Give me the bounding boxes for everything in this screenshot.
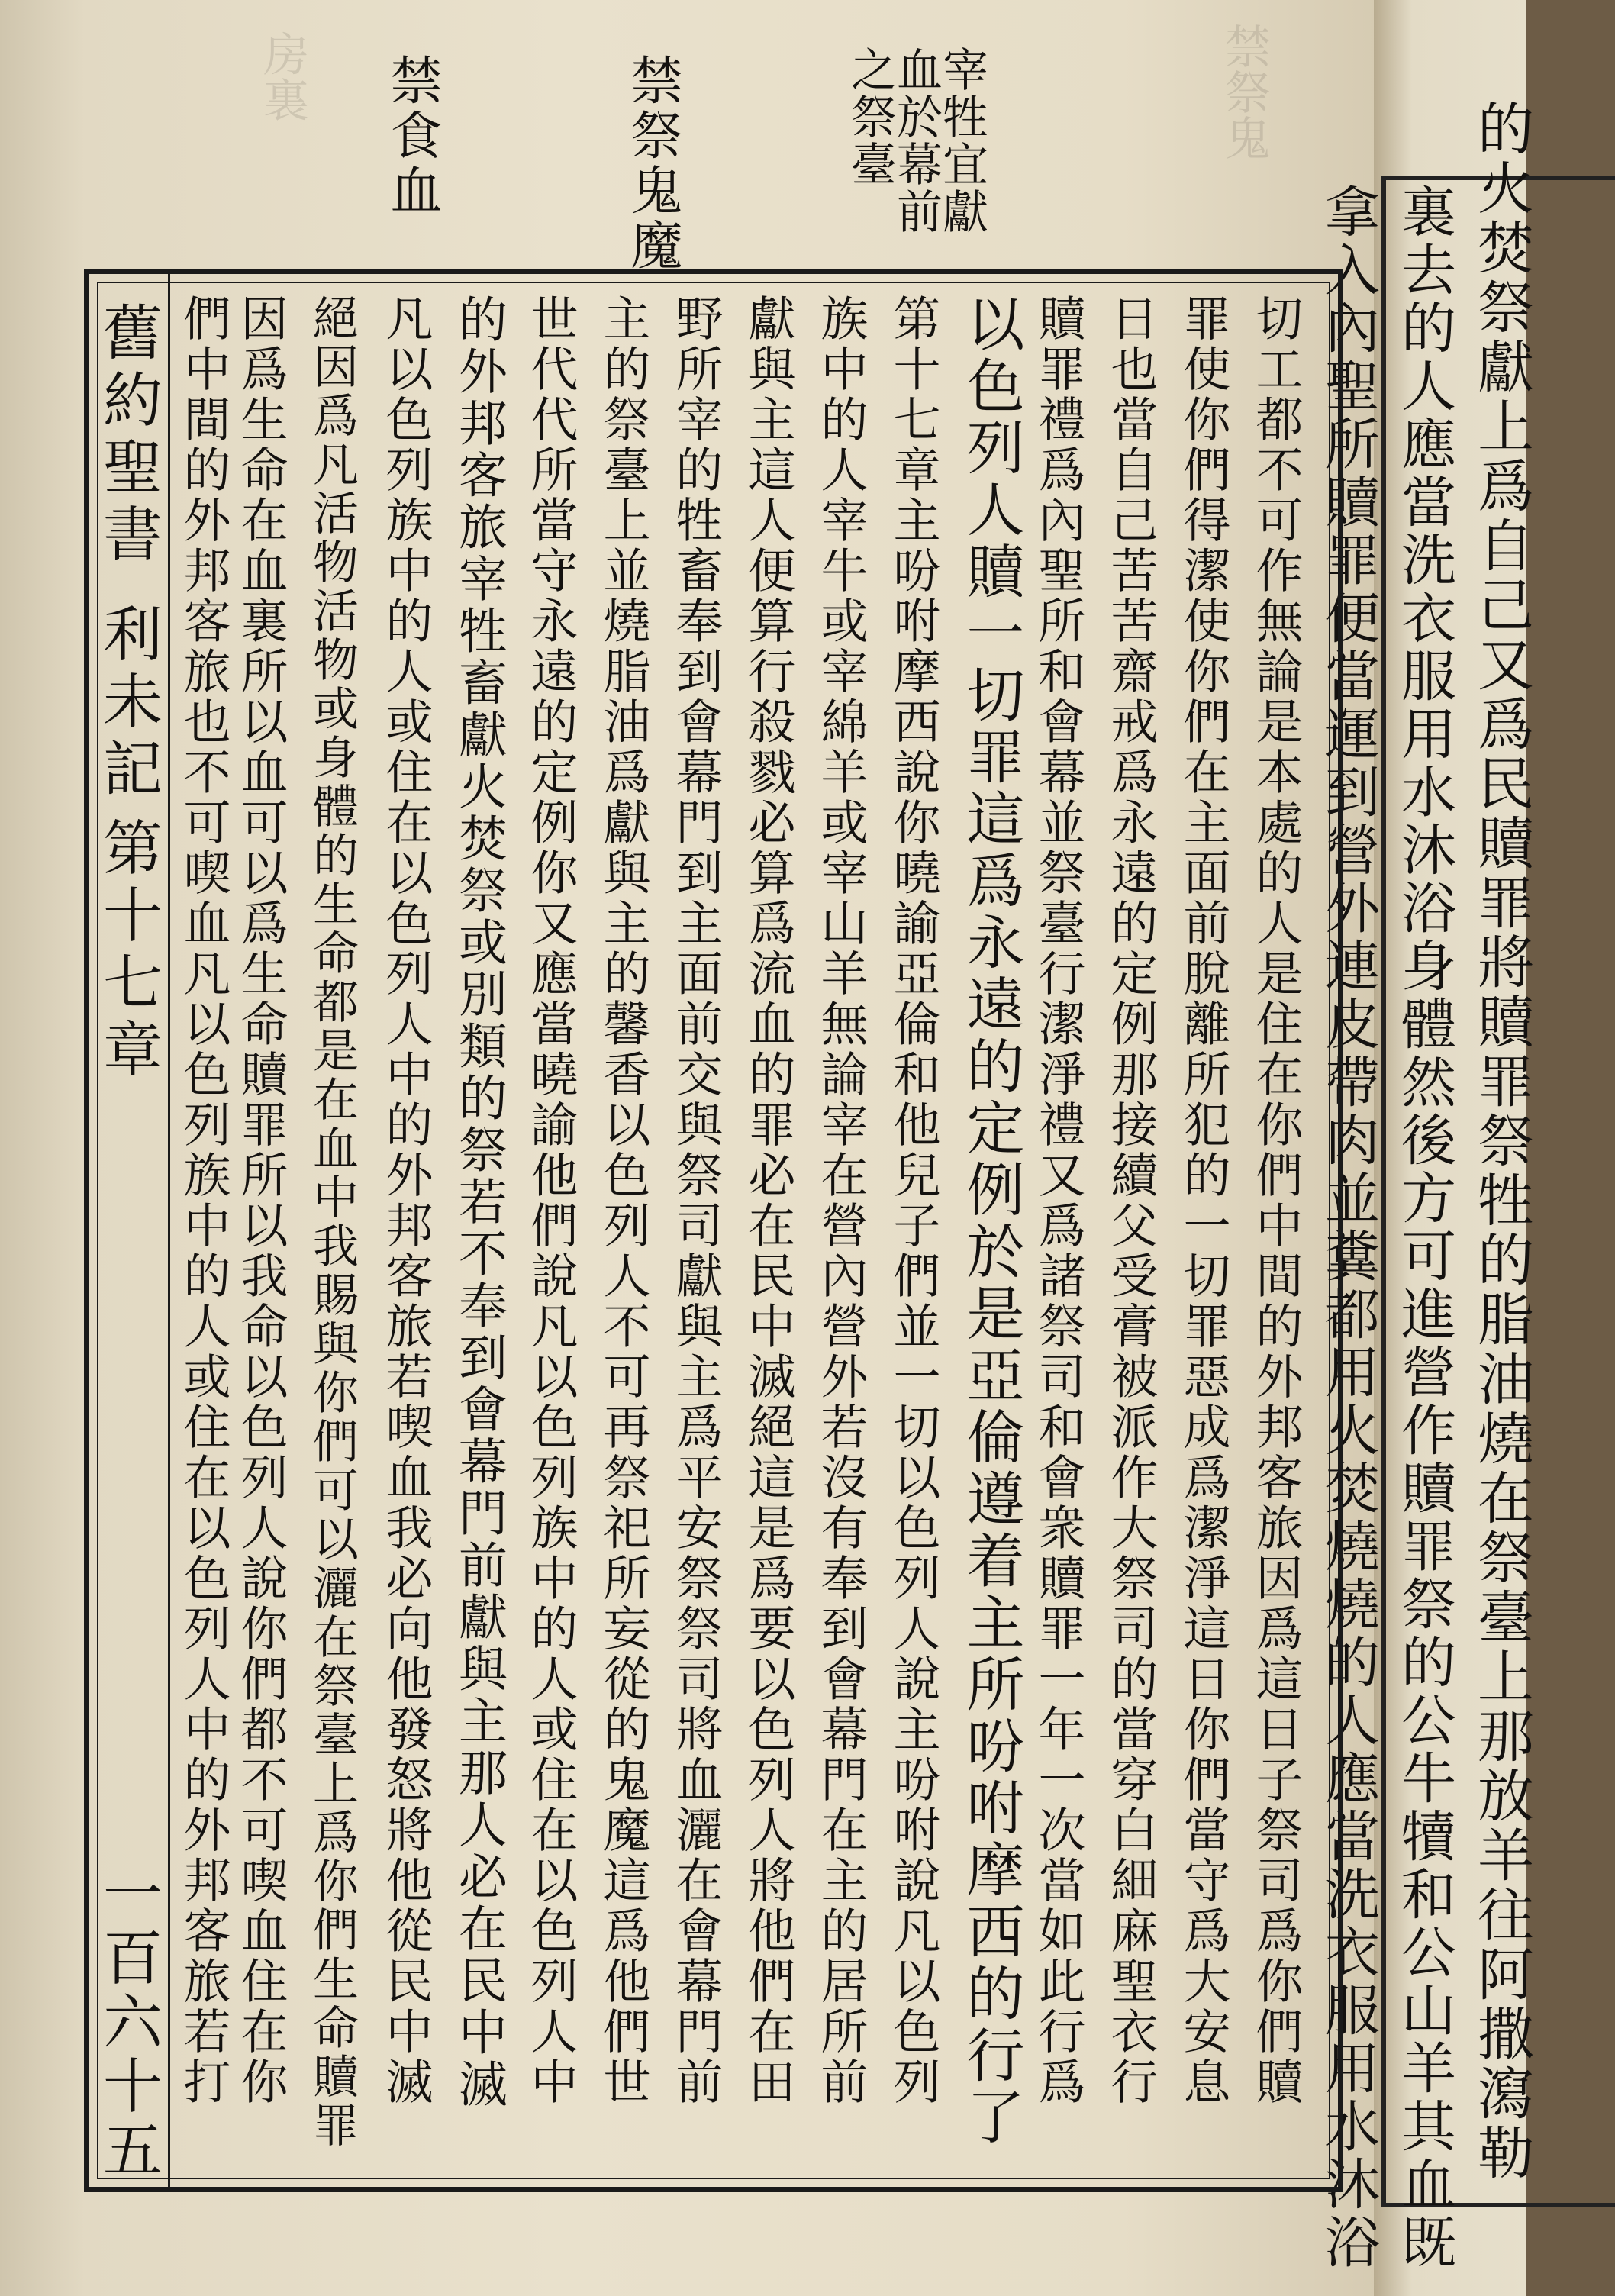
- body-column: 贖罪禮爲內聖所和會幕並祭臺行潔淨禮又爲諸祭司和會衆贖罪一年一次當如此行爲: [1030, 294, 1086, 2107]
- facing-page: [1316, 0, 1534, 2296]
- body-column: 野所宰的牲畜奉到會幕門到主面前交與祭司獻與主爲平安祭祭司將血灑在會幕門前: [668, 294, 724, 2107]
- body-column: 因爲生命在血裏所以血可以爲生命贖罪所以我命以色列人說你們都不可喫血住在你: [233, 294, 289, 2107]
- body-column: 絕因爲凡活物活物或身體的生命都是在血中我賜與你們可以灑在祭臺上爲你們生命贖罪: [305, 294, 359, 2150]
- side-note-sacrifice-at-tent: 宰牲宜獻血於幕前之祭臺: [843, 46, 988, 235]
- bleed-through-mark: 禁祭鬼: [1217, 23, 1271, 160]
- facing-page-column: 裏去的人應當洗衣服用水沐浴身體然後方可進營作贖罪祭的公牛犢和公山羊其血既: [1392, 183, 1456, 2272]
- page-number: 一百六十五: [93, 1862, 162, 2183]
- facing-page-column: 拿入內聖所贖罪便當運到營外連皮帶肉並糞都用火焚燒燒的人應當洗衣服用水沐浴: [1316, 183, 1380, 2272]
- body-column: 罪使你們得潔使你們在主面前脫離所犯的一切罪惡成爲潔淨這日你們當守爲大安息: [1175, 294, 1231, 2107]
- body-column: 獻與主這人便算行殺戮必算爲流血的罪必在民中滅絕這是爲要以色列人將他們在田: [740, 294, 796, 2107]
- book-part: 利未記: [93, 603, 162, 805]
- book-title: 舊約聖書: [93, 302, 162, 570]
- body-column: 族中的人宰牛或宰綿羊或宰山羊無論宰在營內營外若沒有奉到會幕門在主的居所前: [813, 294, 869, 2107]
- side-note-no-eating-blood: 禁食血: [382, 53, 442, 218]
- body-column: 以色列人贖一切罪這爲永遠的定例於是亞倫遵着主所吩咐摩西的行了: [957, 294, 1025, 2149]
- facing-page-column: 的火焚祭獻上爲自己又爲民贖罪將贖罪祭牲的脂油燒在祭臺上那放羊往阿撒瀉勒: [1468, 99, 1534, 2183]
- body-column: 凡以色列族中的人或住在以色列人中的外邦客旅若喫血我必向他發怒將他從民中滅: [378, 294, 434, 2107]
- body-column: 們中間的外邦客旅也不可喫血凡以色列族中的人或住在以色列人中的外邦客旅若打: [176, 294, 231, 2107]
- body-column: 主的祭臺上並燒脂油爲獻與主的馨香以色列人不可再祭祀所妄從的鬼魔這爲他們世: [595, 294, 651, 2107]
- bleed-through-mark: 房裏: [256, 31, 309, 122]
- body-column: 的外邦客旅宰牲畜獻火焚祭或別類的祭若不奉到會幕門前獻與主那人必在民中滅: [450, 294, 507, 2111]
- body-column: 日也當自己苦苦齋戒爲永遠的定例那接續父受膏被派作大祭司的當穿白細麻聖衣行: [1103, 294, 1159, 2107]
- running-header-divider: [168, 269, 170, 2192]
- chapter-heading-column: 第十七章主吩咐摩西說你曉諭亞倫和他兒子們並一切以色列人說主吩咐說凡以色列: [885, 294, 941, 2107]
- body-column: 世代代所當守永遠的定例你又應當曉諭他們說凡以色列族中的人或住在以色列人中: [523, 294, 579, 2107]
- body-column: 切工都不可作無論是本處的人是住在你們中間的外邦客旅因爲這日子祭司爲你們贖: [1248, 294, 1304, 2107]
- side-note-no-demon-worship: 禁祭鬼魔: [622, 53, 682, 273]
- chapter-label: 第十七章: [93, 817, 162, 1085]
